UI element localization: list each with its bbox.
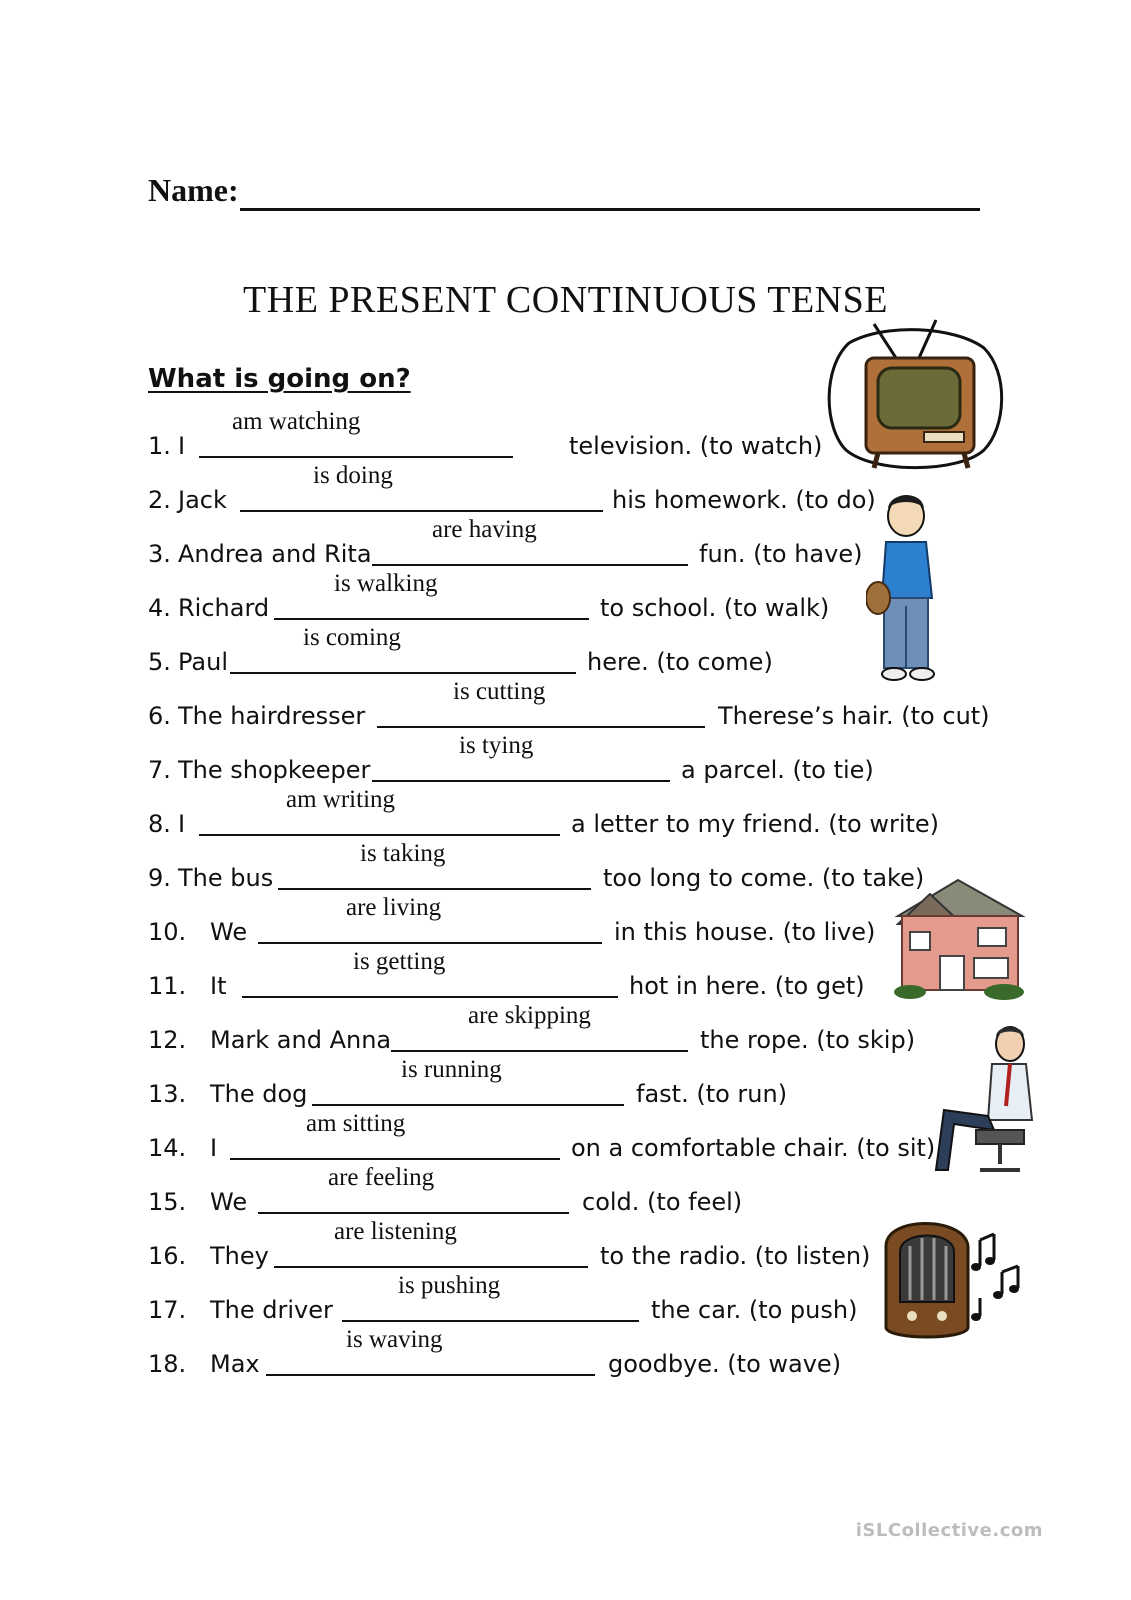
item-answer: is getting: [353, 948, 446, 975]
item-answer: is tying: [459, 732, 534, 759]
item-subject: Richard: [178, 594, 270, 622]
television-icon: [824, 318, 1009, 478]
item-number: 8.: [148, 810, 171, 838]
name-underline: [240, 208, 980, 211]
item-number: 14.: [148, 1134, 187, 1162]
item-answer: is waving: [346, 1326, 443, 1353]
exercise-item: [148, 1056, 1048, 1120]
exercise-item: [148, 678, 1048, 742]
item-number: 13.: [148, 1080, 187, 1108]
item-sentence-end: on a comfortable chair. (to sit): [571, 1134, 936, 1162]
item-answer: are having: [432, 516, 537, 543]
item-sentence-end: here. (to come): [587, 648, 773, 676]
item-subject: The dog: [210, 1080, 308, 1108]
item-sentence-end: to the radio. (to listen): [600, 1242, 871, 1270]
man-on-chair-icon: [914, 1020, 1038, 1182]
item-sentence-end: goodbye. (to wave): [608, 1350, 842, 1378]
exercise-item: [148, 1326, 1048, 1390]
exercise-item: [148, 1110, 1048, 1174]
site-watermark: iSLCollective.com: [855, 1520, 1043, 1541]
item-answer: am watching: [232, 408, 361, 435]
item-sentence-end: his homework. (to do): [612, 486, 876, 514]
item-subject: Max: [210, 1350, 260, 1378]
item-subject: I: [210, 1134, 218, 1162]
item-answer: are feeling: [328, 1164, 435, 1191]
item-answer: is coming: [303, 624, 401, 651]
item-number: 9.: [148, 864, 171, 892]
item-subject: It: [210, 972, 227, 1000]
item-subject: I: [178, 432, 186, 460]
item-sentence-end: Therese’s hair. (to cut): [718, 702, 990, 730]
section-heading: What is going on?: [148, 364, 411, 394]
item-subject: We: [210, 1188, 248, 1216]
item-answer: are skipping: [468, 1002, 591, 1029]
name-label: Name:: [148, 172, 239, 208]
item-answer: is walking: [334, 570, 438, 597]
item-number: 18.: [148, 1350, 187, 1378]
item-number: 4.: [148, 594, 171, 622]
item-number: 12.: [148, 1026, 187, 1054]
exercise-item: [148, 1002, 1048, 1066]
worksheet-title: THE PRESENT CONTINUOUS TENSE: [243, 279, 888, 321]
item-subject: Paul: [178, 648, 228, 676]
item-answer: are living: [346, 894, 442, 921]
item-subject: Andrea and Rita: [178, 540, 372, 568]
item-number: 1.: [148, 432, 171, 460]
item-sentence-end: television. (to watch): [569, 432, 823, 460]
item-subject: The driver: [210, 1296, 333, 1324]
name-field: [148, 172, 978, 216]
item-number: 6.: [148, 702, 171, 730]
item-answer: is doing: [313, 462, 393, 489]
item-answer: is cutting: [453, 678, 546, 705]
item-subject: Mark and Anna: [210, 1026, 392, 1054]
item-number: 15.: [148, 1188, 187, 1216]
item-sentence-end: the rope. (to skip): [700, 1026, 916, 1054]
item-subject: The shopkeeper: [178, 756, 371, 784]
item-answer: am writing: [286, 786, 396, 813]
exercise-item: [148, 732, 1048, 796]
item-subject: We: [210, 918, 248, 946]
radio-icon: [876, 1212, 1036, 1344]
item-subject: The hairdresser: [178, 702, 366, 730]
item-answer: is taking: [360, 840, 446, 867]
item-answer: is running: [401, 1056, 502, 1083]
exercise-item: [148, 786, 1048, 850]
item-subject: Jack: [178, 486, 227, 514]
item-sentence-end: a letter to my friend. (to write): [571, 810, 940, 838]
item-answer: are listening: [334, 1218, 457, 1245]
item-subject: The bus: [178, 864, 274, 892]
boy-icon: [866, 486, 944, 684]
item-answer: is pushing: [398, 1272, 501, 1299]
answer-blank[interactable]: [240, 486, 603, 512]
answer-blank[interactable]: [230, 648, 576, 674]
item-sentence-end: fun. (to have): [699, 540, 863, 568]
item-sentence-end: the car. (to push): [651, 1296, 858, 1324]
item-sentence-end: hot in here. (to get): [629, 972, 865, 1000]
item-sentence-end: in this house. (to live): [614, 918, 876, 946]
item-number: 10.: [148, 918, 187, 946]
item-sentence-end: too long to come. (to take): [603, 864, 925, 892]
item-answer: am sitting: [306, 1110, 406, 1137]
item-sentence-end: to school. (to walk): [600, 594, 830, 622]
item-number: 16.: [148, 1242, 187, 1270]
item-sentence-end: a parcel. (to tie): [681, 756, 874, 784]
item-number: 3.: [148, 540, 171, 568]
item-number: 17.: [148, 1296, 187, 1324]
item-number: 2.: [148, 486, 171, 514]
item-number: 5.: [148, 648, 171, 676]
item-subject: I: [178, 810, 186, 838]
item-sentence-end: cold. (to feel): [582, 1188, 743, 1216]
item-number: 7.: [148, 756, 171, 784]
item-sentence-end: fast. (to run): [636, 1080, 788, 1108]
house-icon: [888, 876, 1028, 1000]
item-number: 11.: [148, 972, 187, 1000]
item-subject: They: [210, 1242, 269, 1270]
